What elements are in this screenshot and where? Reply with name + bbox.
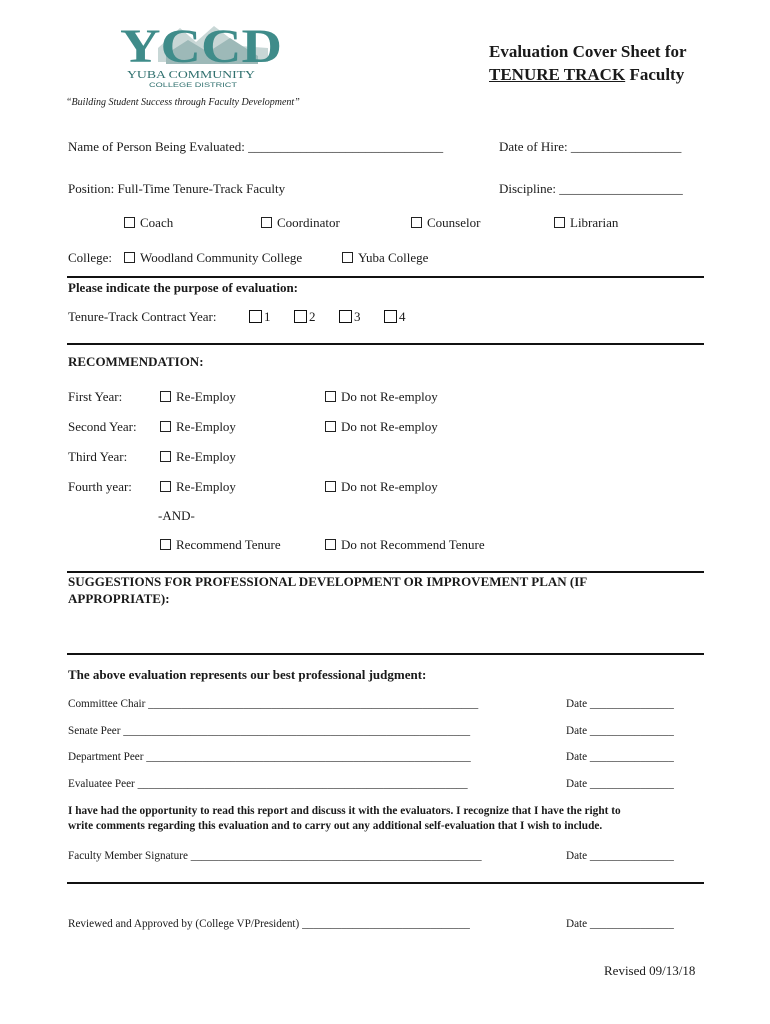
checkbox-icon <box>325 391 336 402</box>
role-counselor-checkbox[interactable]: Counselor <box>411 215 480 231</box>
divider <box>67 276 704 278</box>
checkbox-icon <box>160 481 171 492</box>
college-yuba-checkbox[interactable]: Yuba College <box>342 250 428 266</box>
checkbox-icon <box>124 217 135 228</box>
reviewed-approved-signature-line[interactable]: Reviewed and Approved by (College VP/President) ______________________________ <box>68 918 470 930</box>
divider <box>67 882 704 884</box>
second-year-do-not-reemploy-checkbox[interactable]: Do not Re-employ <box>325 419 438 435</box>
checkbox-icon <box>261 217 272 228</box>
checkbox-icon <box>342 252 353 263</box>
revised-date: Revised 09/13/18 <box>604 963 696 978</box>
first-year-reemploy-checkbox[interactable]: Re-Employ <box>160 389 236 405</box>
contract-year-label: Tenure-Track Contract Year: <box>68 309 217 324</box>
checkbox-icon <box>339 310 352 323</box>
contract-year-1-checkbox[interactable]: 1 <box>249 309 271 325</box>
checkbox-icon <box>160 421 171 432</box>
title-tail: Faculty <box>625 65 685 84</box>
role-coach-checkbox[interactable]: Coach <box>124 215 173 231</box>
do-not-recommend-tenure-checkbox[interactable]: Do not Recommend Tenure <box>325 537 485 553</box>
position-label: Position: Full-Time Tenure-Track Faculty <box>68 181 286 196</box>
title-line-1: Evaluation Cover Sheet for <box>489 42 687 61</box>
first-year-label: First Year: <box>68 389 123 404</box>
role-coordinator-checkbox[interactable]: Coordinator <box>261 215 340 231</box>
senate-peer-signature-line[interactable]: Senate Peer ______________________________________________________________ <box>68 725 471 737</box>
checkbox-icon <box>160 451 171 462</box>
svg-text:YUBA COMMUNITY: YUBA COMMUNITY <box>127 70 256 81</box>
department-peer-date-line[interactable]: Date _______________ <box>566 751 674 763</box>
checkbox-icon <box>294 310 307 323</box>
committee-chair-signature-line[interactable]: Committee Chair ___________________________________________________________ <box>68 698 479 710</box>
tagline: “Building Student Success through Faculty Development” <box>66 97 300 108</box>
third-year-label: Third Year: <box>68 449 128 464</box>
second-year-reemploy-checkbox[interactable]: Re-Employ <box>160 419 236 435</box>
suggestions-heading-line-2: APPROPRIATE): <box>68 591 170 606</box>
date-of-hire-field[interactable]: Date of Hire: _________________ <box>499 139 682 154</box>
acknowledgement-line-1: I have had the opportunity to read this report and discuss it with the evaluators. I recognize that I have the right to <box>68 805 621 817</box>
contract-year-2-checkbox[interactable]: 2 <box>294 309 316 325</box>
first-year-do-not-reemploy-checkbox[interactable]: Do not Re-employ <box>325 389 438 405</box>
checkbox-icon <box>384 310 397 323</box>
yccd-logo-graphic <box>118 18 286 90</box>
divider <box>67 343 704 345</box>
committee-chair-date-line[interactable]: Date _______________ <box>566 698 674 710</box>
contract-year-4-checkbox[interactable]: 4 <box>384 309 406 325</box>
recommend-tenure-checkbox[interactable]: Recommend Tenure <box>160 537 281 553</box>
suggestions-heading-line-1: SUGGESTIONS FOR PROFESSIONAL DEVELOPMENT OR IMPROVEMENT PLAN (IF <box>68 574 588 589</box>
fourth-year-do-not-reemploy-checkbox[interactable]: Do not Re-employ <box>325 479 438 495</box>
evaluatee-peer-signature-line[interactable]: Evaluatee Peer ___________________________________________________________ <box>68 778 468 790</box>
divider <box>67 653 704 655</box>
reviewed-approved-date-line[interactable]: Date _______________ <box>566 918 674 930</box>
faculty-member-date-line[interactable]: Date _______________ <box>566 850 674 862</box>
yccd-logo <box>118 18 286 90</box>
checkbox-icon <box>124 252 135 263</box>
checkbox-icon <box>249 310 262 323</box>
role-librarian-checkbox[interactable]: Librarian <box>554 215 618 231</box>
fourth-year-reemploy-checkbox[interactable]: Re-Employ <box>160 479 236 495</box>
acknowledgement-line-2: write comments regarding this evaluation and to carry out any additional self-evaluation that I wish to include. <box>68 820 603 832</box>
college-label: College: <box>68 250 113 265</box>
divider <box>67 571 704 573</box>
discipline-field[interactable]: Discipline: ___________________ <box>499 181 683 196</box>
contract-year-3-checkbox[interactable]: 3 <box>339 309 361 325</box>
checkbox-icon <box>160 391 171 402</box>
checkbox-icon <box>325 421 336 432</box>
checkbox-icon <box>160 539 171 550</box>
svg-text:YCCD: YCCD <box>120 20 282 73</box>
and-label: -AND- <box>158 508 195 523</box>
checkbox-icon <box>325 539 336 550</box>
purpose-heading: Please indicate the purpose of evaluation: <box>68 280 299 295</box>
svg-text:COLLEGE DISTRICT: COLLEGE DISTRICT <box>149 82 238 89</box>
faculty-member-signature-line[interactable]: Faculty Member Signature ____________________________________________________ <box>68 850 482 862</box>
title-line-2 <box>489 65 684 85</box>
second-year-label: Second Year: <box>68 419 137 434</box>
college-woodland-checkbox[interactable]: Woodland Community College <box>124 250 302 266</box>
recommendation-heading: RECOMMENDATION: <box>68 354 204 369</box>
senate-peer-date-line[interactable]: Date _______________ <box>566 725 674 737</box>
third-year-reemploy-checkbox[interactable]: Re-Employ <box>160 449 236 465</box>
department-peer-signature-line[interactable]: Department Peer __________________________________________________________ <box>68 751 471 763</box>
signatures-heading: The above evaluation represents our best professional judgment: <box>68 667 427 682</box>
title-underlined: TENURE TRACK <box>489 65 626 84</box>
fourth-year-label: Fourth year: <box>68 479 132 494</box>
checkbox-icon <box>411 217 422 228</box>
name-field[interactable]: Name of Person Being Evaluated: ______________________________ <box>68 139 444 154</box>
evaluatee-peer-date-line[interactable]: Date _______________ <box>566 778 674 790</box>
checkbox-icon <box>554 217 565 228</box>
checkbox-icon <box>325 481 336 492</box>
